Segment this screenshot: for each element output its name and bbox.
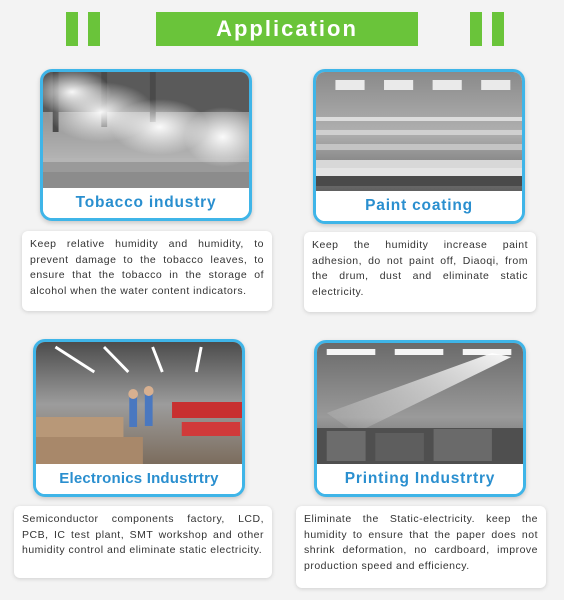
header-accent-bar [88, 12, 100, 46]
card-title: Printing Industrtry [317, 464, 523, 494]
header-accent-bar [492, 12, 504, 46]
card-title: Paint coating [316, 191, 522, 221]
application-card-electronics [33, 339, 245, 497]
card-description-tobacco: Keep relative humidity and humidity, to prevent damage to the tobacco leaves, to ensure that the tobacco in the storage of alcohol when the water content indicators. [22, 231, 272, 311]
application-card-printing [314, 340, 526, 497]
header-accent-bar [470, 12, 482, 46]
card-title: Electronics Industrtry [36, 464, 242, 494]
card-title: Tobacco industry [43, 188, 249, 218]
electronics-photo [36, 342, 242, 467]
paint-coating-photo [316, 72, 522, 194]
section-header [66, 12, 504, 46]
application-card-tobacco [40, 69, 252, 221]
tobacco-photo [43, 72, 249, 191]
application-card-paint-coating [313, 69, 525, 224]
card-description-electronics: Semiconductor components factory, LCD, PCB, IC test plant, SMT workshop and other humidity control and eliminate static electricity. [14, 506, 272, 578]
printing-photo [317, 343, 523, 467]
section-title: Application [156, 12, 418, 46]
card-description-paint-coating: Keep the humidity increase paint adhesion, do not paint off, Diaoqi, from the drum, dust and eliminate static electricity. [304, 232, 536, 312]
header-accent-bar [66, 12, 78, 46]
card-description-printing: Eliminate the Static-electricity. keep the humidity to ensure that the paper does not shrink deformation, no cardboard, improve production speed and efficiency. [296, 506, 546, 588]
